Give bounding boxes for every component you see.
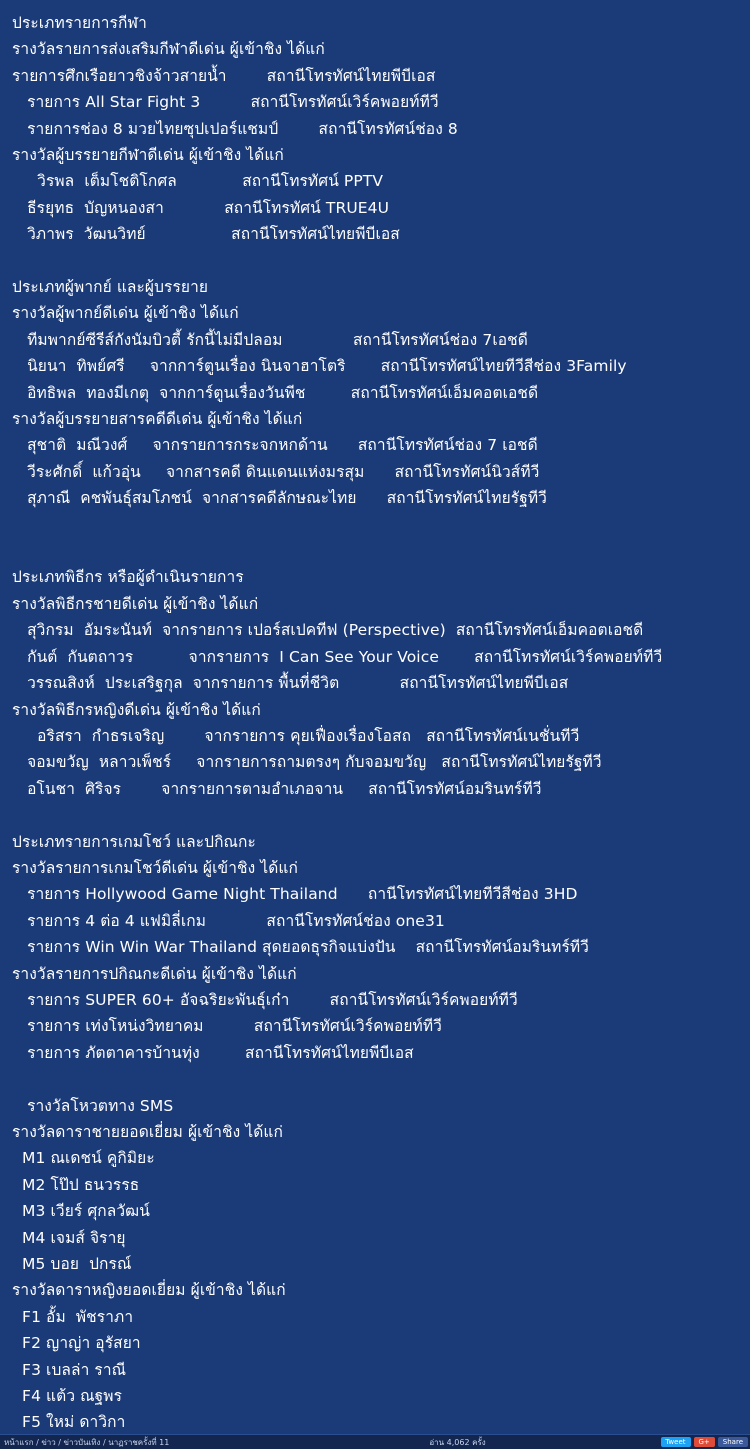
- document-line: รายการศึกเรือยาวชิงจ้าวสายน้ำ สถานีโทรทัศน์ไทยพีบีเอส: [12, 66, 436, 85]
- document-line: M5 บอย ปกรณ์: [12, 1255, 132, 1274]
- document-line: ประเภทรายการกีฬา: [12, 14, 147, 32]
- document-line: สุภาณี คชพันธุ์สมโภชน์ จากสารคดีลักษณะไทย สถานีโทรทัศน์ไทยรัฐทีวี: [12, 489, 547, 508]
- blank-line: [12, 248, 738, 274]
- document-line: รางวัลผู้บรรยายสารคดีดีเด่น ผู้เข้าชิง ได้แก่: [12, 410, 303, 429]
- document-line: นิยนา ทิพย์ศรี จากการ์ตูนเรื่อง นินจาฮาโตริ สถานีโทรทัศน์ไทยทีวีสีช่อง 3Family: [12, 357, 627, 376]
- page-footer: [0, 1434, 750, 1449]
- google-plus-button[interactable]: G+: [694, 1437, 715, 1447]
- tweet-button[interactable]: Tweet: [661, 1437, 690, 1447]
- document-line: รางวัลผู้บรรยายกีฬาดีเด่น ผู้เข้าชิง ได้แก่: [12, 146, 284, 165]
- document-line: วิภาพร วัฒนวิทย์ สถานีโทรทัศน์ไทยพีบีเอส: [12, 225, 400, 244]
- document-line: วิรพล เต็มโชติโกศล สถานีโทรทัศน์ PPTV: [12, 172, 384, 191]
- document-line: ประเภทรายการเกมโชว์ และปกิณกะ: [12, 832, 256, 851]
- blank-line: [12, 512, 738, 538]
- document-line: M1 ณเดชน์ คูกิมิยะ: [12, 1149, 155, 1168]
- document-line: ธีรยุทธ บัญหนองสา สถานีโทรทัศน์ TRUE4U: [12, 198, 390, 217]
- document-line: M3 เวียร์ ศุกลวัฒน์: [12, 1202, 150, 1221]
- document-line: รายการช่อง 8 มวยไทยซุปเปอร์แชมป์ สถานีโทรทัศน์ช่อง 8: [12, 119, 458, 138]
- document-line: ประเภทพิธีกร หรือผู้ดำเนินรายการ: [12, 568, 244, 587]
- document-line: วีระศักดิ์ แก้วอุ่น จากสารคดี ดินแดนแห่งมรสุม สถานีโทรทัศน์นิวส์ทีวี: [12, 462, 540, 481]
- blank-line: [12, 802, 738, 828]
- document-line: ประเภทผู้พากย์ และผู้บรรยาย: [12, 278, 209, 297]
- document-line: รายการ Win Win War Thailand สุดยอดธุรกิจแบ่งปัน สถานีโทรทัศน์อมรินทร์ทีวี: [12, 938, 589, 957]
- document-line: รางวัลผู้พากย์ดีเด่น ผู้เข้าชิง ได้แก่: [12, 304, 239, 323]
- document-line: M4 เจมส์ จิรายุ: [12, 1228, 126, 1247]
- document-line: อริสรา กำธรเจริญ จากรายการ คุยเฟื่องเรื่องโอสถ สถานีโทรทัศน์เนชั่นทีวี: [12, 726, 580, 745]
- document-line: จอมขวัญ หลาวเพ็ชร์ จากรายการถามตรงๆ กับจอมขวัญ สถานีโทรทัศน์ไทยรัฐทีวี: [12, 753, 602, 772]
- document-line: F2 ญาญ่า อุรัสยา: [12, 1334, 141, 1353]
- document-line: รางวัลพิธีกรหญิงดีเด่น ผู้เข้าชิง ได้แก่: [12, 700, 261, 719]
- view-count: อ่าน 4,062 ครั้ง: [429, 1437, 486, 1447]
- document-line: M2 โป๊ป ธนวรรธ: [12, 1175, 140, 1194]
- document-line: F4 แต้ว ณฐพร: [12, 1387, 123, 1406]
- document-line: รายการ ภัตตาคารบ้านทุ่ง สถานีโทรทัศน์ไทยพีบีเอส: [12, 1043, 414, 1062]
- document-line: รายการ 4 ต่อ 4 แฟมิลี่เกม สถานีโทรทัศน์ช่อง one31: [12, 911, 445, 930]
- document-line: F3 เบลล่า ราณี: [12, 1360, 127, 1379]
- document-line: รายการ SUPER 60+ อัจฉริยะพันธุ์เก๋า สถานีโทรทัศน์เวิร์คพอยท์ทีวี: [12, 990, 518, 1009]
- document-line: รางวัลดาราหญิงยอดเยี่ยม ผู้เข้าชิง ได้แก่: [12, 1281, 286, 1300]
- breadcrumb[interactable]: หน้าแรก / ข่าว / ข่าวบันเทิง / นาฏราชครั้งที่ 11: [4, 1437, 170, 1447]
- blank-line: [12, 1066, 738, 1092]
- share-buttons: [661, 1437, 748, 1447]
- award-nominees-list: [12, 10, 738, 1436]
- document-line: รางวัลรายการส่งเสริมกีฬาดีเด่น ผู้เข้าชิง ได้แก่: [12, 40, 325, 59]
- document-line: รายการ All Star Fight 3 สถานีโทรทัศน์เวิร์คพอยท์ทีวี: [12, 93, 439, 112]
- facebook-share-button[interactable]: Share: [718, 1437, 748, 1447]
- document-line: อโนชา ศิริจร จากรายการตามอำเภอจาน สถานีโทรทัศน์อมรินทร์ทีวี: [12, 779, 542, 798]
- document-line: ทีมพากย์ซีรีส์กังนัมบิวตี้ รักนี้ไม่มีปลอม สถานีโทรทัศน์ช่อง 7เอชดี: [12, 330, 528, 349]
- document-line: รางวัลรายการปกิณกะดีเด่น ผู้เข้าชิง ได้แก่: [12, 964, 297, 983]
- document-line: สุชาติ มณีวงศ์ จากรายการกระจกหกด้าน สถานีโทรทัศน์ช่อง 7 เอชดี: [12, 436, 538, 455]
- document-line: F5 ใหม่ ดาวิกา: [12, 1413, 126, 1432]
- document-line: รางวัลดาราชายยอดเยี่ยม ผู้เข้าชิง ได้แก่: [12, 1122, 283, 1141]
- document-line: รางวัลรายการเกมโชว์ดีเด่น ผู้เข้าชิง ได้แก่: [12, 858, 298, 877]
- document-line: รางวัลพิธีกรชายดีเด่น ผู้เข้าชิง ได้แก่: [12, 594, 259, 613]
- document-line: F1 อั้ม พัชราภา: [12, 1307, 134, 1326]
- document-line: วรรณสิงห์ ประเสริฐกุล จากรายการ พื้นที่ชีวิต สถานีโทรทัศน์ไทยพีบีเอส: [12, 674, 569, 693]
- document-line: กันต์ กันตถาวร จากรายการ I Can See Your Voice สถานีโทรทัศน์เวิร์คพอยท์ทีวี: [12, 647, 663, 666]
- document-line: รายการ เท่งโหน่งวิทยาคม สถานีโทรทัศน์เวิร์คพอยท์ทีวี: [12, 1017, 442, 1036]
- document-line: รางวัลโหวตทาง SMS: [12, 1096, 174, 1115]
- document-line: สุวิกรม อัมระนันท์ จากรายการ เปอร์สเปคทีฟ (Perspective) สถานีโทรทัศน์เอ็มคอตเอชดี: [12, 621, 644, 640]
- document-line: รายการ Hollywood Game Night Thailand ถานีโทรทัศน์ไทยทีวีสีช่อง 3HD: [12, 885, 578, 904]
- document-line: อิทธิพล ทองมีเกตุ จากการ์ตูนเรื่องวันพีช สถานีโทรทัศน์เอ็มคอตเอชดี: [12, 383, 539, 402]
- blank-line: [12, 538, 738, 564]
